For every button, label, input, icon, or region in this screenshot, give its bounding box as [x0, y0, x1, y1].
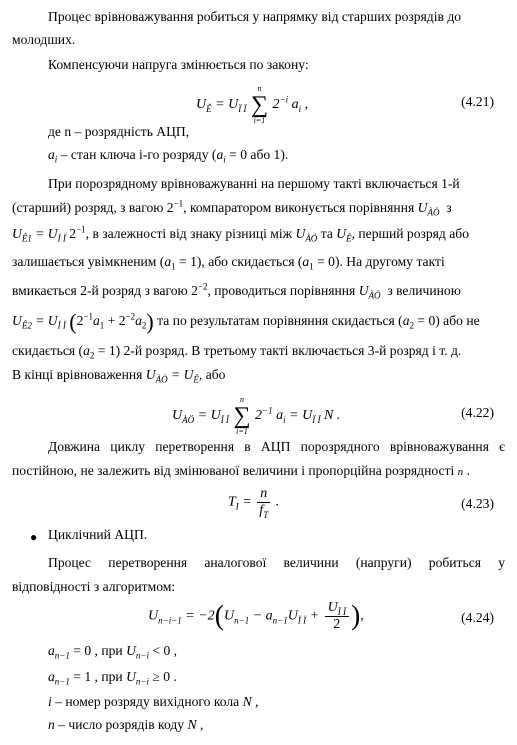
equation-4-23: $T_I$ = $\frac{n}{f_T}$ .	[228, 486, 280, 520]
paragraph-line: постійною, не залежить від змінюваної величини і пропорційна розрядності n .	[12, 463, 470, 478]
paragraph-line: Процес врівноважування робиться у напрямку від старших розрядів до	[48, 9, 462, 24]
bullet-item: Циклічний АЦП.	[48, 527, 148, 542]
paragraph-line: $U_{Ê1} = U_{Ï Ï}$ $2^{-1}$, в залежності від знаку різниці між $U_{ÀÖ}$ та $U_Ê$, перший розряд або	[12, 224, 469, 244]
definition-line: i – номер розряду вихідного кола N ,	[48, 694, 259, 709]
equation-4-24: $U_{n-i-1} = -2(U_{n-1} - a_{n-1}U_{Ï Ï}$ + $\frac{U_{Ï Ï}}{2}$ ),	[148, 600, 364, 632]
paragraph-line: молодших.	[12, 32, 76, 47]
equation-4-21: $U_Ê = U_{Ï Ï}$ n ∑ i=1 $2^{-i}$ $a_i$ ,	[196, 84, 309, 125]
paragraph-line: скидається $(a_2 = 1)$ 2-й розряд. В третьому такті включається 3-й розряд і т. д.	[12, 343, 462, 361]
paragraph-line: де n – розрядність АЦП,	[48, 124, 190, 139]
condition-line: $a_{n-1} = 1$ , при $U_{n-i} \ge 0$ .	[48, 669, 177, 687]
paragraph-line: Довжина циклу перетворення в АЦП порозрядного врівноважування є	[48, 439, 505, 454]
equation-number: (4.23)	[461, 496, 494, 511]
paragraph-line: $U_{Ê2} = U_{Ï Ï}$ $(2^{-1}a_1 + 2^{-2}a_2)$ та по результатам порівняння скидається $(a_2 = 0)$ або не	[12, 308, 480, 334]
paragraph-line: При порозрядному врівноважуванні на першому такті включається 1-й	[48, 176, 460, 191]
paragraph-line: вмикається 2-й розряд з вагою $2^{-2}$, проводиться порівняння $U_{ÀÖ}$ з величиною	[12, 281, 461, 301]
equation-number: (4.21)	[461, 94, 494, 109]
condition-line: $a_{n-1} = 0$ , при $U_{n-i} < 0$ ,	[48, 643, 178, 661]
paragraph-line: залишається увімкненим $(a_1 = 1)$, або скидається $(a_1 = 0)$. На другому такті	[12, 254, 445, 272]
paragraph-line: $a_i$ – стан ключа і-го розряду ($a_i = 0$ або 1).	[48, 147, 289, 165]
definition-line: n – число розрядів коду N ,	[48, 717, 204, 732]
paragraph-line: В кінці врівноваження $U_{ÀÖ} = U_Ê$, або	[12, 367, 226, 385]
paragraph-line: Компенсуючи напруга змінюється по закону:	[48, 57, 309, 72]
equation-number: (4.24)	[461, 610, 494, 625]
paragraph-line: (старший) розряд, з вагою $2^{-1}$, компаратором виконується порівняння $U_{ÀÖ}$ з	[12, 198, 452, 218]
paragraph-line: відповідності з алгоритмом:	[12, 579, 176, 594]
equation-number: (4.22)	[461, 405, 494, 420]
paragraph-line: Процес перетворення аналогової величини (напруги) робиться у	[48, 555, 505, 570]
equation-4-22: $U_{ÀÖ} = U_{Ï Ï}$ n ∑ i=1 $2^{-1}$ $a_i = U_{Ï Ï}$ N .	[172, 395, 341, 436]
bullet-icon: ●	[30, 530, 38, 544]
